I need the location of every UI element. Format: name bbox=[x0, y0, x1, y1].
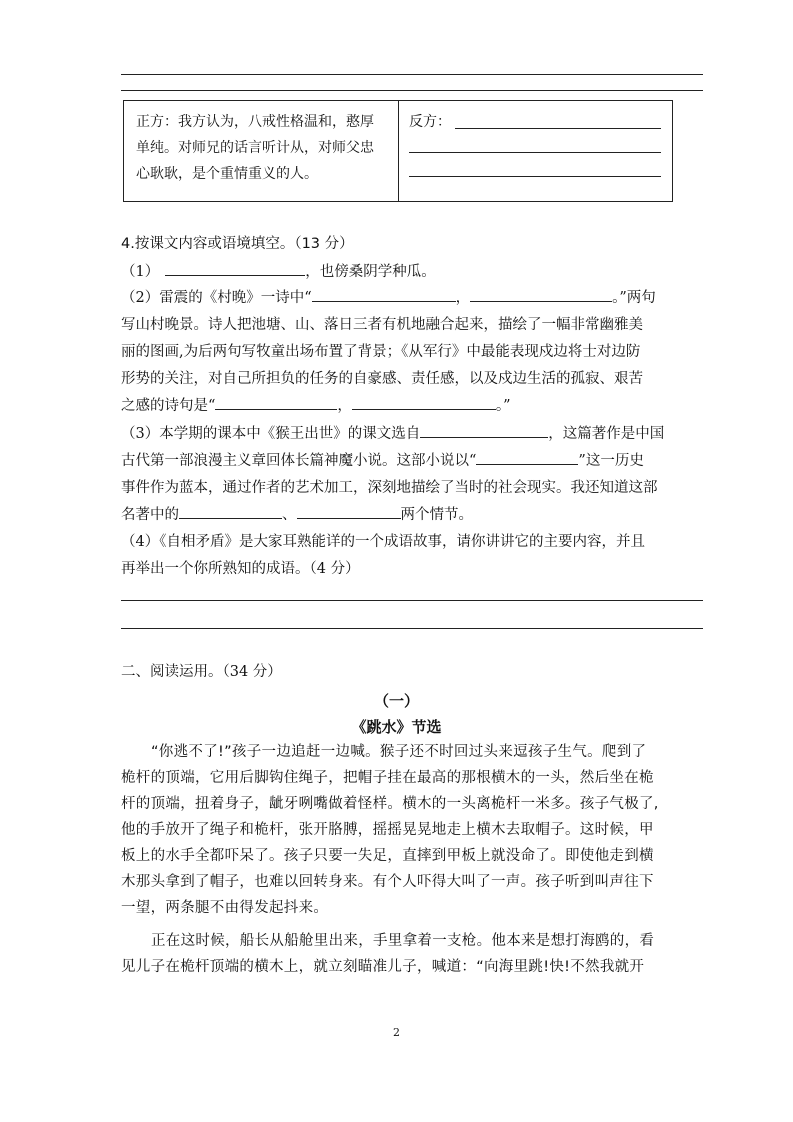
answer-line-1 bbox=[121, 74, 703, 75]
passage-line: 正在这时候，船长从船舱里出来，手里拿着一支枪。他本来是想打海鸥的，看 bbox=[151, 933, 655, 949]
passage-line: 板上的水手全都吓呆了。孩子只要一失足，直摔到甲板上就没命了。即使他走到横 bbox=[121, 848, 654, 864]
q4-part1-blank[interactable] bbox=[165, 259, 305, 276]
q4-part3-line4-sep: 、 bbox=[282, 507, 297, 523]
q4-part2-blank-1[interactable] bbox=[312, 285, 456, 302]
q4-part3-blank-1[interactable] bbox=[420, 421, 548, 438]
debate-con-cell bbox=[399, 101, 672, 201]
q4-part2-text-a: （2）雷震的《村晚》一诗中“ bbox=[121, 290, 312, 306]
q4-part3-blank-4[interactable] bbox=[297, 502, 401, 519]
q4-part2-blank-4[interactable] bbox=[352, 393, 496, 410]
passage-line: 他的手放开了绳子和桅杆，张开胳膊，摇摇晃晃地走上横木去取帽子。这时候，甲 bbox=[121, 822, 654, 838]
q4-part3-blank-3[interactable] bbox=[179, 502, 282, 519]
q4-part3-line2-end: ”这一历史 bbox=[578, 453, 644, 469]
q4-part3-line1 bbox=[121, 421, 664, 447]
passage-line: “你逃不了!”孩子一边追赶一边喊。猴子还不时回过头来逗孩子生气。爬到了 bbox=[151, 744, 647, 760]
q4-part3-text-a: （3）本学期的课本中《猴王出世》的课文选自 bbox=[121, 426, 421, 442]
q4-part2-blank-3[interactable] bbox=[215, 393, 337, 410]
debate-table bbox=[123, 100, 673, 202]
debate-con-label: 反方： bbox=[409, 114, 451, 130]
q4-part2-blank-2[interactable] bbox=[470, 285, 612, 302]
q4-part1 bbox=[121, 259, 436, 285]
q4-answer-line-1[interactable] bbox=[121, 600, 703, 601]
debate-con-blank-3[interactable] bbox=[409, 176, 661, 177]
q4-part2-line5 bbox=[121, 393, 511, 419]
q4-part2-line1 bbox=[121, 285, 656, 311]
passage-paragraph-1 bbox=[121, 739, 703, 921]
passage-line: 一望，两条腿不由得发起抖来。 bbox=[121, 900, 329, 916]
q4-part1-num: （1） bbox=[121, 264, 160, 280]
passage-line: 桅杆的顶端，它用后脚钩住绳子，把帽子挂在最高的那根横木的一头，然后坐在桅 bbox=[121, 770, 654, 786]
q4-part2-line3: 丽的图画,为后两句写牧童出场布置了背景；《从军行》中最能表现戍边将士对边防 bbox=[121, 344, 641, 360]
passage-title: 《跳水》节选 bbox=[351, 718, 442, 736]
q4-part3-line4-text: 名著中的 bbox=[121, 507, 179, 523]
debate-con-blank-2[interactable] bbox=[409, 152, 661, 153]
q4-part2-line5-comma: ， bbox=[337, 398, 352, 414]
q4-part2-line2: 写山村晚景。诗人把池塘、山、落日三者有机地融合起来，描绘了一幅非常幽雅美 bbox=[121, 317, 643, 333]
answer-line-2 bbox=[121, 90, 703, 91]
page-number: 2 bbox=[393, 1026, 400, 1039]
q4-part3-text-b: ，这篇著作是中国 bbox=[548, 426, 665, 442]
debate-con-blank-1[interactable] bbox=[455, 128, 661, 129]
passage-line: 杆的顶端，扭着身子，龇牙咧嘴做着怪样。横木的一头离桅杆一米多。孩子气极了, bbox=[121, 796, 659, 812]
q4-part2-text-b: 。”两句 bbox=[612, 290, 656, 306]
debate-pro-cell: 正方：我方认为，八戒性格温和，憨厚单纯。对师兄的话言听计从，对师父忠心耿耿，是个重情重义的人。 bbox=[124, 101, 399, 201]
q4-part4-line1: （4）《自相矛盾》是大家耳熟能详的一个成语故事，请你讲讲它的主要内容，并且 bbox=[121, 534, 645, 550]
q4-part2-line4: 形势的关注，对自己所担负的任务的自豪感、责任感，以及戍边生活的孤寂、艰苦 bbox=[121, 371, 643, 387]
q4-part3-line3: 事件作为蓝本，通过作者的艺术加工，深刻地描绘了当时的社会现实。我还知道这部 bbox=[121, 480, 658, 496]
q4-part3-line4 bbox=[121, 502, 473, 528]
q4-part2-line5-text: 之感的诗句是“ bbox=[121, 398, 216, 414]
passage-paragraph-2 bbox=[121, 928, 703, 980]
q4-part2-line5-end: 。” bbox=[495, 398, 511, 414]
section2-part-label: （一） bbox=[373, 692, 419, 710]
q4-title: 4.按课文内容或语境填空。（13 分） bbox=[121, 236, 354, 252]
q4-part4-line2: 再举出一个你所熟知的成语。（4 分） bbox=[121, 561, 360, 577]
section2-title: 二、阅读运用。（34 分） bbox=[121, 664, 282, 680]
passage-line: 木那头拿到了帽子，也难以回转身来。有个人吓得大叫了一声。孩子听到叫声往下 bbox=[121, 874, 654, 890]
q4-answer-line-2[interactable] bbox=[121, 628, 703, 629]
q4-part3-line2 bbox=[121, 448, 644, 474]
q4-part3-line2-text: 古代第一部浪漫主义章回体长篇神魔小说。这部小说以“ bbox=[121, 453, 477, 469]
q4-part3-line4-end: 两个情节。 bbox=[400, 507, 473, 523]
q4-part2-comma: ， bbox=[455, 290, 471, 306]
passage-line: 见儿子在桅杆顶端的横木上，就立刻瞄准儿子，喊道：“向海里跳!快!不然我就开 bbox=[121, 959, 645, 975]
q4-part1-text: ，也傍桑阴学种瓜。 bbox=[305, 264, 436, 280]
q4-part3-blank-2[interactable] bbox=[476, 448, 578, 465]
